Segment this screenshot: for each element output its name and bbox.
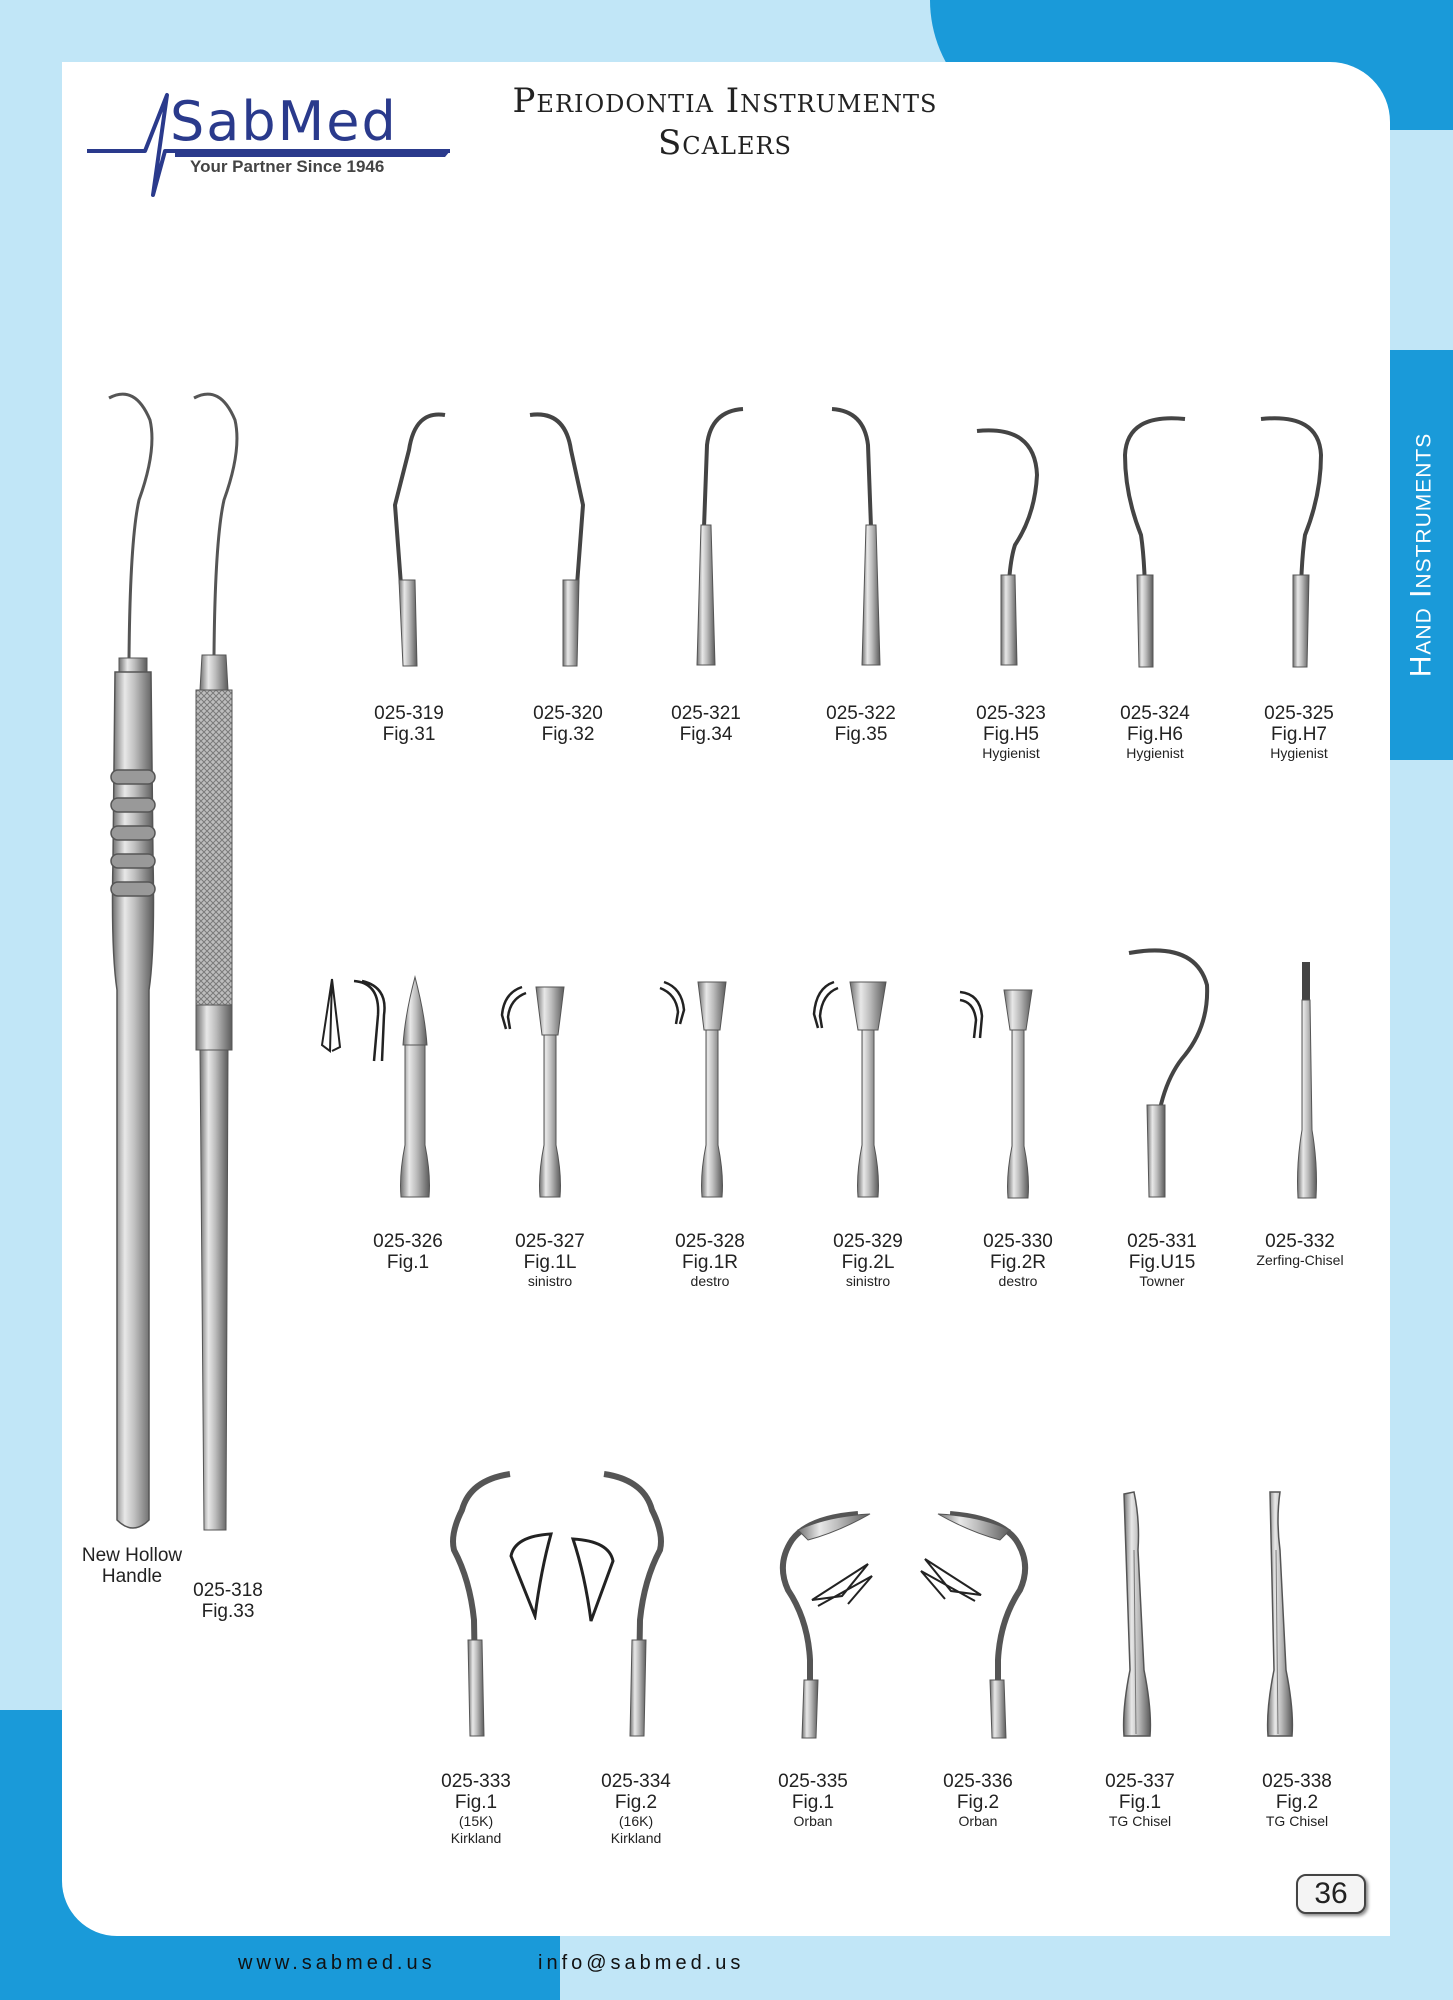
sickle-detail-025-326	[318, 975, 388, 1065]
hoe-detail-025-330	[958, 988, 992, 1043]
instrument-label: 025-333 Fig.1 (15K) Kirkland	[441, 1771, 511, 1846]
instrument-label: 025-321 Fig.34	[671, 703, 741, 745]
instrument-label: 025-320 Fig.32	[533, 703, 603, 745]
instrument-label: 025-329 Fig.2L sinistro	[833, 1231, 903, 1289]
knurled-handle-instrument	[180, 390, 250, 1540]
scaler-tip-025-325	[1255, 415, 1335, 670]
page-title-line2: Scalers	[658, 123, 792, 163]
instrument-label: 025-319 Fig.31	[374, 703, 444, 745]
scaler-tip-025-329	[846, 980, 890, 1200]
footer-email[interactable]: info@sabmed.us	[538, 1952, 745, 1974]
scaler-tip-025-322	[830, 405, 900, 670]
instrument-label: 025-334 Fig.2 (16K) Kirkland	[601, 1771, 671, 1846]
scaler-tip-025-327	[530, 985, 570, 1200]
hoe-detail-025-328	[658, 980, 688, 1030]
scaler-tip-025-337	[1118, 1490, 1158, 1740]
scaler-tip-025-319	[385, 410, 455, 670]
scaler-tip-025-335	[768, 1510, 878, 1740]
instrument-label: 025-322 Fig.35	[826, 703, 896, 745]
hollow-handle-instrument	[95, 390, 175, 1540]
hoe-detail-025-327	[498, 985, 528, 1035]
instrument-label: 025-324 Fig.H6 Hygienist	[1120, 703, 1190, 761]
instrument-label: 025-326 Fig.1	[373, 1231, 443, 1273]
handle-label-new-hollow: New Hollow Handle	[81, 1545, 183, 1587]
scaler-tip-025-324	[1115, 415, 1195, 670]
instrument-label: 025-328 Fig.1R destro	[675, 1231, 745, 1289]
scaler-tip-025-334	[600, 1470, 680, 1740]
hoe-detail-025-329	[808, 980, 840, 1035]
instrument-label: 025-325 Fig.H7 Hygienist	[1264, 703, 1334, 761]
scaler-tip-025-328	[692, 980, 732, 1200]
blade-detail-025-333	[505, 1530, 560, 1620]
side-tab	[1390, 350, 1453, 760]
brand-tagline: Your Partner Since 1946	[190, 157, 385, 176]
instrument-label: 025-332 Zerfing-Chisel	[1256, 1231, 1344, 1268]
side-tab-label: Hand Instruments	[1404, 432, 1438, 678]
page-title-line1: Periodontia Instruments	[512, 81, 938, 121]
handle-label-025-318: 025-318 Fig.33	[193, 1580, 263, 1622]
instrument-label: 025-336 Fig.2 Orban	[943, 1771, 1013, 1829]
scaler-tip-025-338	[1264, 1490, 1304, 1740]
instrument-label: 025-331 Fig.U15 Towner	[1127, 1231, 1197, 1289]
scaler-tip-025-332	[1292, 960, 1322, 1200]
brand-name: SabMed	[170, 90, 398, 153]
instrument-label: 025-327 Fig.1L sinistro	[515, 1231, 585, 1289]
scaler-tip-025-323	[975, 425, 1055, 670]
instrument-label: 025-337 Fig.1 TG Chisel	[1105, 1771, 1175, 1829]
page-number: 36	[1296, 1874, 1366, 1914]
scaler-tip-025-330	[998, 988, 1038, 1200]
instrument-label: 025-323 Fig.H5 Hygienist	[976, 703, 1046, 761]
instrument-label: 025-330 Fig.2R destro	[983, 1231, 1053, 1289]
scaler-tip-025-326	[395, 975, 435, 1200]
page-title	[450, 80, 1000, 164]
scaler-tip-025-321	[685, 405, 755, 670]
footer-website[interactable]: www.sabmed.us	[238, 1952, 436, 1974]
instrument-label: 025-335 Fig.1 Orban	[778, 1771, 848, 1829]
instrument-label: 025-338 Fig.2 TG Chisel	[1262, 1771, 1332, 1829]
scaler-tip-025-336	[930, 1510, 1040, 1740]
scaler-tip-025-320	[525, 410, 595, 670]
blade-detail-025-335	[808, 1560, 878, 1610]
scaler-tip-025-331	[1125, 945, 1215, 1200]
